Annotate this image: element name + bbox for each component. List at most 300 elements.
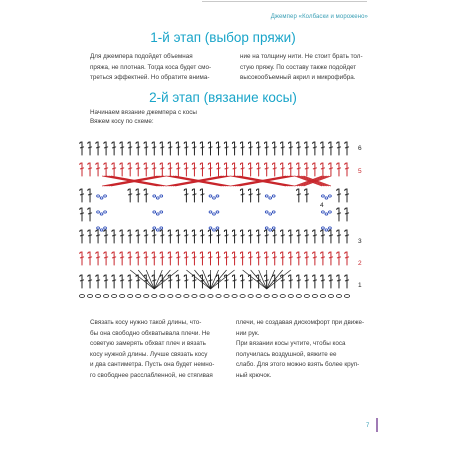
stitch-symbol	[281, 252, 285, 265]
stitch-symbol	[264, 142, 268, 155]
bottom-left-line: бы она свободно обхватывала плечи. Не	[90, 329, 210, 337]
foundation-chain-stitch	[304, 295, 309, 298]
bottom-left-line: го свободнее расслабленной, не стягивая	[90, 371, 213, 379]
stitch-symbol	[345, 230, 349, 243]
stitch-stroke	[200, 189, 204, 202]
stitch-stroke	[184, 275, 188, 288]
stitch-stroke	[168, 252, 172, 265]
stitch-symbol	[144, 230, 148, 243]
stitch-stroke	[337, 230, 341, 243]
stitch-stroke	[88, 163, 92, 176]
stitch-symbol	[120, 142, 124, 155]
step2-intro-line: Вяжем косу по схеме:	[90, 117, 154, 125]
stitch-symbol	[136, 252, 140, 265]
stitch-symbol	[96, 230, 100, 243]
stitch-symbol	[337, 163, 341, 176]
stitch-stroke	[273, 252, 277, 265]
stitch-symbol	[152, 142, 156, 155]
stitch-stroke	[208, 252, 212, 265]
stitch-stroke	[289, 252, 293, 265]
stitch-stroke	[273, 163, 277, 176]
stitch-symbol	[256, 163, 260, 176]
stitch-stroke	[96, 142, 100, 155]
stitch-stroke	[120, 275, 124, 288]
stitch-symbol	[176, 230, 180, 243]
stitch-symbol	[136, 142, 140, 155]
stitch-symbol	[112, 275, 116, 288]
chain-stitch-dot	[213, 197, 216, 199]
stitch-stroke	[321, 230, 325, 243]
stitch-symbol	[112, 142, 116, 155]
stitch-symbol	[168, 252, 172, 265]
chain-stitch-dot	[329, 195, 332, 197]
stitch-stroke	[321, 142, 325, 155]
stitch-stroke	[240, 252, 244, 265]
stitch-stroke	[88, 230, 92, 243]
stitch-symbol	[313, 275, 317, 288]
stitch-stroke	[297, 163, 301, 176]
stitch-symbol	[289, 230, 293, 243]
stitch-stroke	[248, 252, 252, 265]
stitch-symbol	[152, 230, 156, 243]
stitch-stroke	[297, 252, 301, 265]
foundation-chain-stitch	[128, 295, 133, 298]
stitch-stroke	[256, 230, 260, 243]
stitch-stroke	[104, 163, 108, 176]
stitch-stroke	[176, 142, 180, 155]
stitch-stroke	[281, 163, 285, 176]
stitch-stroke	[345, 142, 349, 155]
chain-stitch-dot	[329, 211, 332, 213]
stitch-symbol	[120, 275, 124, 288]
stitch-stroke	[152, 142, 156, 155]
stitch-stroke	[321, 163, 325, 176]
stitch-stroke	[345, 230, 349, 243]
stitch-symbol	[232, 163, 236, 176]
stitch-stroke	[321, 275, 325, 288]
stitch-stroke	[88, 252, 92, 265]
stitch-stroke	[305, 142, 309, 155]
stitch-symbol	[224, 230, 228, 243]
chain-stitch-dot	[97, 195, 100, 197]
stitch-stroke	[305, 275, 309, 288]
stitch-symbol	[329, 275, 333, 288]
stitch-symbol	[184, 189, 188, 202]
chain-stitch-dot	[325, 213, 328, 215]
stitch-stroke	[345, 163, 349, 176]
stitch-stroke	[192, 252, 196, 265]
stitch-symbol	[208, 142, 212, 155]
stitch-stroke	[208, 163, 212, 176]
stitch-stroke	[112, 252, 116, 265]
stitch-stroke	[192, 142, 196, 155]
stitch-symbol	[256, 252, 260, 265]
stitch-symbol	[104, 275, 108, 288]
stitch-symbol	[297, 163, 301, 176]
stitch-stroke	[248, 142, 252, 155]
row-number-label: 3	[358, 238, 362, 245]
stitch-symbol	[176, 252, 180, 265]
row-number-label: 4	[320, 202, 324, 209]
stitch-stroke	[80, 275, 84, 288]
stitch-stroke	[160, 163, 164, 176]
stitch-symbol	[184, 252, 188, 265]
stitch-stroke	[313, 163, 317, 176]
stitch-stroke	[184, 142, 188, 155]
foundation-chain-stitch	[328, 295, 333, 298]
foundation-chain-stitch	[240, 295, 245, 298]
stitch-symbol	[305, 163, 309, 176]
stitch-symbol	[313, 252, 317, 265]
stitch-symbol	[200, 252, 204, 265]
stitch-stroke	[289, 230, 293, 243]
bottom-right-line: плечи, не создавая дискомфорт при движе-	[236, 319, 365, 326]
stitch-symbol	[184, 142, 188, 155]
stitch-symbol	[337, 230, 341, 243]
stitch-stroke	[224, 252, 228, 265]
chain-stitch-dot	[322, 227, 325, 229]
stitch-stroke	[184, 230, 188, 243]
bottom-right-column	[236, 318, 378, 381]
stitch-symbol	[321, 230, 325, 243]
bottom-left-line: косу нужной длины. Лучше связать косу	[90, 350, 208, 358]
bottom-left-line: советую замерять обхват плеч и вязать	[90, 340, 206, 347]
stitch-stroke	[88, 189, 92, 202]
stitch-stroke	[192, 230, 196, 243]
stitch-symbol	[232, 230, 236, 243]
chain-stitch-dot	[160, 227, 163, 229]
stitch-stroke	[192, 163, 196, 176]
stitch-symbol	[80, 275, 84, 288]
row-number-label: 2	[358, 260, 362, 267]
stitch-symbol	[88, 252, 92, 265]
stitch-symbol	[88, 189, 92, 202]
bottom-left-line: Связать косу нужно такой длины, что-	[90, 319, 202, 326]
stitch-stroke	[136, 142, 140, 155]
stitch-stroke	[216, 252, 220, 265]
chain-stitch-dot	[209, 211, 212, 213]
stitch-stroke	[329, 275, 333, 288]
foundation-chain-stitch	[144, 295, 149, 298]
stitch-symbol	[345, 163, 349, 176]
stitch-stroke	[329, 142, 333, 155]
stitch-symbol	[224, 163, 228, 176]
stitch-symbol	[289, 163, 293, 176]
stitch-symbol	[256, 142, 260, 155]
foundation-chain-stitch	[232, 295, 237, 298]
stitch-stroke	[256, 189, 260, 202]
stitch-stroke	[192, 189, 196, 202]
stitch-stroke	[112, 163, 116, 176]
foundation-chain-stitch	[200, 295, 205, 298]
stitch-symbol	[232, 252, 236, 265]
stitch-symbol	[136, 230, 140, 243]
stitch-symbol	[321, 275, 325, 288]
stitch-stroke	[80, 142, 84, 155]
foundation-chain-stitch	[208, 295, 213, 298]
step1-left-line: Для джемпера подойдет объемная	[90, 53, 193, 60]
bottom-right-line: ный крючок.	[236, 371, 272, 379]
foundation-chain-stitch	[136, 295, 141, 298]
stitch-stroke	[345, 189, 349, 202]
stitch-stroke	[144, 252, 148, 265]
stitch-stroke	[96, 163, 100, 176]
stitch-stroke	[345, 208, 349, 221]
stitch-stroke	[136, 230, 140, 243]
stitch-symbol	[240, 230, 244, 243]
stitch-symbol	[120, 252, 124, 265]
fan-line	[267, 270, 291, 289]
stitch-stroke	[313, 142, 317, 155]
stitch-symbol	[313, 230, 317, 243]
stitch-symbol	[329, 142, 333, 155]
stitch-stroke	[224, 142, 228, 155]
stitch-symbol	[160, 252, 164, 265]
step1-right-line: высокообъемный акрил и микрофибра.	[240, 74, 356, 81]
stitch-symbol	[80, 163, 84, 176]
stitch-stroke	[176, 230, 180, 243]
stitch-symbol	[248, 230, 252, 243]
chain-stitch-dot	[265, 211, 268, 213]
stitch-symbol	[104, 230, 108, 243]
chain-stitch-dot	[209, 227, 212, 229]
chain-stitch-dot	[153, 195, 156, 197]
stitch-symbol	[305, 252, 309, 265]
stitch-stroke	[144, 142, 148, 155]
stitch-symbol	[200, 142, 204, 155]
stitch-symbol	[345, 189, 349, 202]
stitch-stroke	[224, 230, 228, 243]
stitch-symbol	[120, 163, 124, 176]
fan-line	[210, 270, 234, 289]
stitch-symbol	[224, 252, 228, 265]
stitch-symbol	[281, 230, 285, 243]
stitch-symbol	[329, 163, 333, 176]
foundation-chain-stitch	[103, 295, 108, 298]
stitch-stroke	[80, 163, 84, 176]
stitch-symbol	[329, 230, 333, 243]
stitch-stroke	[168, 163, 172, 176]
running-header: Джемпер «Колбаски и морожено»	[270, 14, 368, 20]
stitch-stroke	[248, 230, 252, 243]
stitch-stroke	[313, 252, 317, 265]
stitch-symbol	[208, 230, 212, 243]
stitch-symbol	[337, 189, 341, 202]
stitch-stroke	[232, 252, 236, 265]
stitch-stroke	[176, 275, 180, 288]
chain-stitch-dot	[325, 197, 328, 199]
stitch-symbol	[240, 275, 244, 288]
stitch-symbol	[248, 189, 252, 202]
stitch-stroke	[337, 163, 341, 176]
stitch-stroke	[88, 142, 92, 155]
stitch-symbol	[305, 189, 309, 202]
stitch-stroke	[80, 208, 84, 221]
stitch-stroke	[289, 275, 293, 288]
foundation-chain-stitch	[112, 295, 117, 298]
stitch-symbol	[200, 230, 204, 243]
stitch-stroke	[240, 275, 244, 288]
stitch-stroke	[96, 275, 100, 288]
stitch-symbol	[208, 163, 212, 176]
stitch-symbol	[313, 142, 317, 155]
stitch-symbol	[184, 230, 188, 243]
stitch-stroke	[264, 142, 268, 155]
stitch-symbol	[273, 142, 277, 155]
stitch-stroke	[152, 230, 156, 243]
stitch-stroke	[232, 142, 236, 155]
stitch-symbol	[337, 142, 341, 155]
step2-intro-line: Начинаем вязание джемпера с косы	[90, 109, 197, 116]
stitch-symbol	[160, 163, 164, 176]
foundation-chain-stitch	[312, 295, 317, 298]
stitch-symbol	[88, 275, 92, 288]
step1-left-line: пряжа, не плотная. Тогда коса будет смо-	[90, 63, 212, 71]
stitch-stroke	[240, 230, 244, 243]
stitch-stroke	[273, 142, 277, 155]
stitch-stroke	[256, 163, 260, 176]
stitch-symbol	[305, 275, 309, 288]
stitch-stroke	[120, 142, 124, 155]
chain-stitch-dot	[97, 211, 100, 213]
stitch-stroke	[80, 252, 84, 265]
chain-stitch-dot	[269, 197, 272, 199]
chain-stitch-dot	[272, 195, 275, 197]
stitch-symbol	[297, 275, 301, 288]
stitch-stroke	[152, 163, 156, 176]
chain-stitch-dot	[216, 195, 219, 197]
stitch-stroke	[128, 189, 132, 202]
stitch-stroke	[345, 252, 349, 265]
stitch-stroke	[120, 252, 124, 265]
stitch-symbol	[144, 142, 148, 155]
foundation-chain-stitch	[296, 295, 301, 298]
stitch-stroke	[144, 189, 148, 202]
stitch-symbol	[216, 230, 220, 243]
stitch-stroke	[184, 163, 188, 176]
foundation-chain-stitch	[288, 295, 293, 298]
stitch-symbol	[297, 230, 301, 243]
stitch-stroke	[256, 142, 260, 155]
stitch-symbol	[112, 230, 116, 243]
fan-line	[243, 270, 267, 289]
stitch-symbol	[152, 163, 156, 176]
bottom-right-line: нии рук.	[236, 329, 260, 337]
stitch-symbol	[232, 142, 236, 155]
chain-stitch-dot	[329, 227, 332, 229]
stitch-symbol	[273, 230, 277, 243]
stitch-stroke	[168, 142, 172, 155]
stitch-symbol	[248, 163, 252, 176]
stitch-symbol	[128, 275, 132, 288]
stitch-symbol	[256, 189, 260, 202]
stitch-symbol	[337, 252, 341, 265]
stitch-symbol	[160, 142, 164, 155]
stitch-stroke	[256, 252, 260, 265]
stitch-stroke	[337, 275, 341, 288]
chain-stitch-dot	[322, 211, 325, 213]
stitch-stroke	[112, 230, 116, 243]
stitch-symbol	[305, 230, 309, 243]
foundation-chain-stitch	[184, 295, 189, 298]
stitch-stroke	[305, 230, 309, 243]
stitch-symbol	[337, 208, 341, 221]
stitch-symbol	[321, 163, 325, 176]
stitch-stroke	[224, 163, 228, 176]
stitch-symbol	[216, 163, 220, 176]
chain-stitch-dot	[156, 213, 159, 215]
chain-stitch-dot	[160, 211, 163, 213]
bottom-right-line: слабо. Для этого можно взять более круп-	[236, 361, 360, 368]
chain-stitch-dot	[265, 227, 268, 229]
page-number-bar	[376, 418, 378, 432]
stitch-stroke	[216, 163, 220, 176]
stitch-symbol	[128, 163, 132, 176]
stitch-stroke	[281, 230, 285, 243]
stitch-stroke	[232, 163, 236, 176]
stitch-stroke	[248, 163, 252, 176]
stitch-stroke	[176, 163, 180, 176]
foundation-chain-stitch	[280, 295, 285, 298]
stitch-symbol	[112, 163, 116, 176]
stitch-symbol	[184, 163, 188, 176]
stitch-symbol	[136, 163, 140, 176]
stitch-symbol	[176, 163, 180, 176]
step2-title: 2-й этап (вязание косы)	[149, 90, 297, 105]
stitch-stroke	[80, 189, 84, 202]
stitch-stroke	[240, 189, 244, 202]
stitch-symbol	[321, 142, 325, 155]
stitch-stroke	[305, 252, 309, 265]
chain-stitch-dot	[325, 229, 328, 231]
chain-stitch-dot	[213, 229, 216, 231]
chain-stitch-dot	[100, 213, 103, 215]
stitch-stroke	[80, 230, 84, 243]
step1-right-line: стую пряжу. По составу также подойдет	[240, 63, 357, 71]
stitch-symbol	[208, 252, 212, 265]
foundation-chain-stitch	[264, 295, 269, 298]
foundation-chain-stitch	[248, 295, 253, 298]
stitch-stroke	[136, 252, 140, 265]
chain-stitch-dot	[265, 195, 268, 197]
chain-stitch-dot	[156, 197, 159, 199]
stitch-symbol	[297, 189, 301, 202]
bottom-left-column	[90, 318, 226, 381]
stitch-stroke	[305, 163, 309, 176]
foundation-chain-stitch	[168, 295, 173, 298]
stitch-stroke	[289, 163, 293, 176]
stitch-stroke	[345, 275, 349, 288]
chain-stitch-dot	[153, 227, 156, 229]
stitch-symbol	[240, 252, 244, 265]
chain-stitch-dot	[216, 211, 219, 213]
stitch-symbol	[128, 142, 132, 155]
stitch-symbol	[345, 275, 349, 288]
stitch-symbol	[240, 189, 244, 202]
stitch-stroke	[289, 142, 293, 155]
stitch-symbol	[281, 142, 285, 155]
stitch-stroke	[297, 275, 301, 288]
chain-stitch-dot	[100, 197, 103, 199]
stitch-symbol	[345, 252, 349, 265]
foundation-chain-stitch	[216, 295, 221, 298]
stitch-stroke	[297, 142, 301, 155]
stitch-symbol	[152, 252, 156, 265]
stitch-symbol	[96, 142, 100, 155]
stitch-symbol	[224, 142, 228, 155]
row-number-label: 1	[358, 282, 362, 289]
stitch-symbol	[264, 230, 268, 243]
